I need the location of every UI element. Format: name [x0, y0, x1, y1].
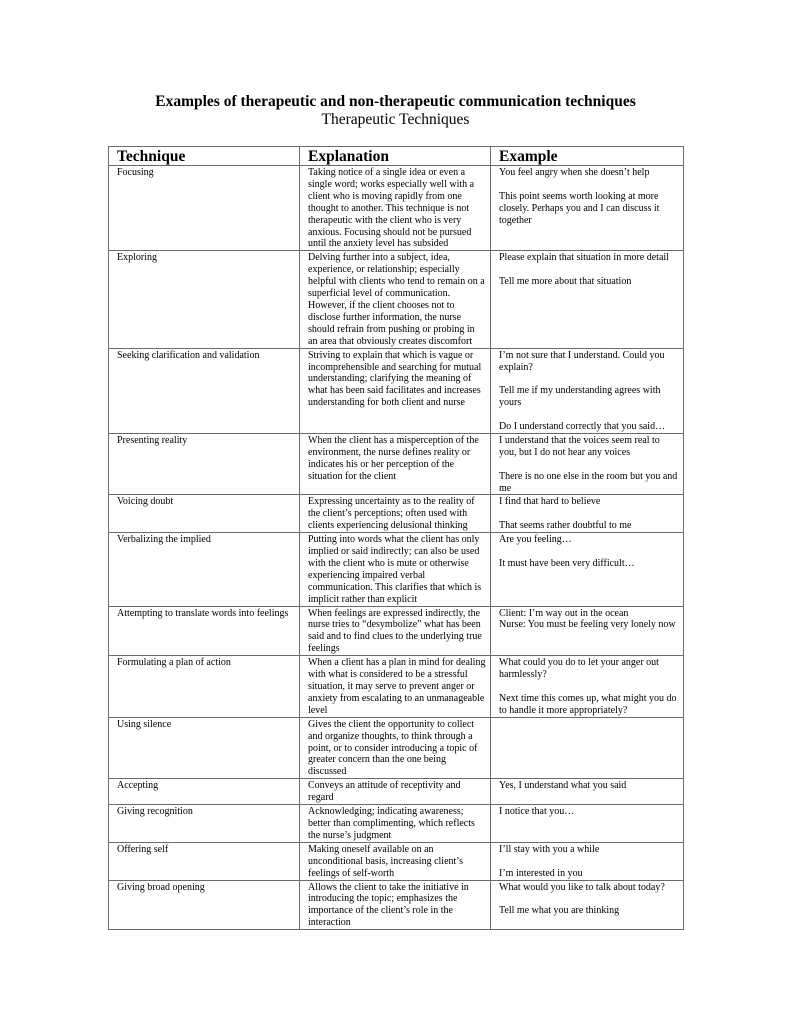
example-cell — [491, 533, 684, 606]
table-row — [109, 606, 684, 656]
example-text: I find that hard to believe — [499, 496, 601, 508]
example-cell — [491, 251, 684, 348]
example-cell — [491, 433, 684, 495]
table-row — [109, 166, 684, 251]
example-text: Client: I’m way out in the ocean — [499, 607, 629, 619]
example-text: Tell me if my understanding agrees with yours — [499, 385, 661, 409]
technique-cell: Verbalizing the implied — [109, 533, 300, 606]
example-text: What would you like to talk about today? — [499, 881, 665, 893]
header-technique: Technique — [109, 147, 300, 166]
table-row — [109, 433, 684, 495]
document-title: Examples of therapeutic and non-therapeutic communication techniques — [155, 93, 636, 110]
explanation-cell: Acknowledging; indicating awareness; better than complimenting, which reflects the nurse’s judgment — [300, 805, 491, 843]
example-cell — [491, 656, 684, 718]
explanation-cell: Striving to explain that which is vague or incomprehensible and searching for mutual understanding; clarifying the meaning of what has been said facilitates and increases understanding for both client and nurse — [300, 348, 491, 433]
example-cell — [491, 842, 684, 880]
table-header-row — [109, 147, 684, 166]
example-text: I’ll stay with you a while — [499, 843, 600, 855]
table-row — [109, 842, 684, 880]
example-text: That seems rather doubtful to me — [499, 520, 632, 532]
table-row — [109, 348, 684, 433]
technique-cell: Accepting — [109, 779, 300, 805]
explanation-cell: Making oneself available on an unconditional basis, increasing client’s feelings of self-worth — [300, 842, 491, 880]
techniques-table — [108, 146, 684, 930]
explanation-cell: When a client has a plan in mind for dealing with what is considered to be a stressful situation, it may serve to prevent anger or anxiety from escalating to an unmanageable level — [300, 656, 491, 718]
example-text: Do I understand correctly that you said… — [499, 421, 666, 432]
example-text: I’m interested in you — [499, 867, 583, 879]
explanation-cell: When feelings are expressed indirectly, the nurse tries to “desymbolize” what has been said and to find clues to the underlying true feelings — [300, 606, 491, 656]
technique-cell: Giving broad opening — [109, 880, 300, 930]
example-text: I notice that you… — [499, 806, 575, 818]
example-cell — [491, 717, 684, 779]
table-row — [109, 779, 684, 805]
table-row — [109, 880, 684, 930]
table-row — [109, 717, 684, 779]
example-text: Yes, I understand what you said — [499, 780, 627, 792]
technique-cell: Offering self — [109, 842, 300, 880]
header-explanation: Explanation — [300, 147, 491, 166]
example-text: I understand that the voices seem real to you, but I do not hear any voices — [499, 434, 660, 458]
technique-cell: Voicing doubt — [109, 495, 300, 533]
document-subtitle: Therapeutic Techniques — [321, 111, 470, 128]
example-text: Please explain that situation in more detail — [499, 252, 669, 264]
technique-cell: Seeking clarification and validation — [109, 348, 300, 433]
explanation-cell: Delving further into a subject, idea, experience, or relationship; especially helpful with clients who tend to remain on a superficial level of communication. However, if the client chooses not to disclose further information, the nurse should refrain from pushing or probing in an area that obviously creates discomfort — [300, 251, 491, 348]
example-text: Are you feeling… — [499, 534, 572, 546]
example-text: Tell me what you are thinking — [499, 905, 620, 917]
table-row — [109, 533, 684, 606]
example-text: This point seems worth looking at more closely. Perhaps you and I can discuss it together — [499, 190, 660, 226]
technique-cell: Giving recognition — [109, 805, 300, 843]
explanation-cell: Allows the client to take the initiative in introducing the topic; emphasizes the importance of the client’s role in the interaction — [300, 880, 491, 930]
explanation-cell: Taking notice of a single idea or even a single word; works especially well with a client who is moving rapidly from one thought to another. This technique is not therapeutic with the client who is very anxious. Focusing should not be pursued until the anxiety level has subsided — [300, 166, 491, 251]
example-cell — [491, 495, 684, 533]
example-text: I’m not sure that I understand. Could you explain? — [499, 349, 665, 373]
explanation-cell: When the client has a misperception of the environment, the nurse defines reality or indicates his or her perception of the situation for the client — [300, 433, 491, 495]
example-text: Next time this comes up, what might you do to handle it more appropriately? — [499, 692, 677, 716]
example-cell — [491, 805, 684, 843]
table-row — [109, 251, 684, 348]
example-text: Tell me more about that situation — [499, 276, 632, 288]
table-row — [109, 656, 684, 718]
example-cell — [491, 779, 684, 805]
technique-cell: Formulating a plan of action — [109, 656, 300, 718]
example-text: There is no one else in the room but you and me — [499, 470, 678, 494]
technique-cell: Focusing — [109, 166, 300, 251]
header-example: Example — [491, 147, 684, 166]
technique-cell: Exploring — [109, 251, 300, 348]
table-row — [109, 805, 684, 843]
example-text: You feel angry when she doesn’t help — [499, 167, 650, 178]
example-cell — [491, 166, 684, 251]
example-text: What could you do to let your anger out harmlessly? — [499, 657, 659, 681]
example-text: Nurse: You must be feeling very lonely now — [499, 619, 676, 631]
technique-cell: Attempting to translate words into feelings — [109, 606, 300, 656]
example-cell — [491, 606, 684, 656]
explanation-cell: Gives the client the opportunity to collect and organize thoughts, to think through a point, or to consider introducing a topic of greater concern than the one being discussed — [300, 717, 491, 779]
table-row — [109, 495, 684, 533]
explanation-cell: Expressing uncertainty as to the reality of the client’s perceptions; often used with clients experiencing delusional thinking — [300, 495, 491, 533]
example-cell — [491, 348, 684, 433]
explanation-cell: Putting into words what the client has only implied or said indirectly; can also be used with the client who is mute or otherwise experiencing impaired verbal communication. This clarifies that which is implicit rather than explicit — [300, 533, 491, 606]
technique-cell: Using silence — [109, 717, 300, 779]
explanation-cell: Conveys an attitude of receptivity and regard — [300, 779, 491, 805]
technique-cell: Presenting reality — [109, 433, 300, 495]
example-cell — [491, 880, 684, 930]
example-text: It must have been very difficult… — [499, 557, 635, 569]
